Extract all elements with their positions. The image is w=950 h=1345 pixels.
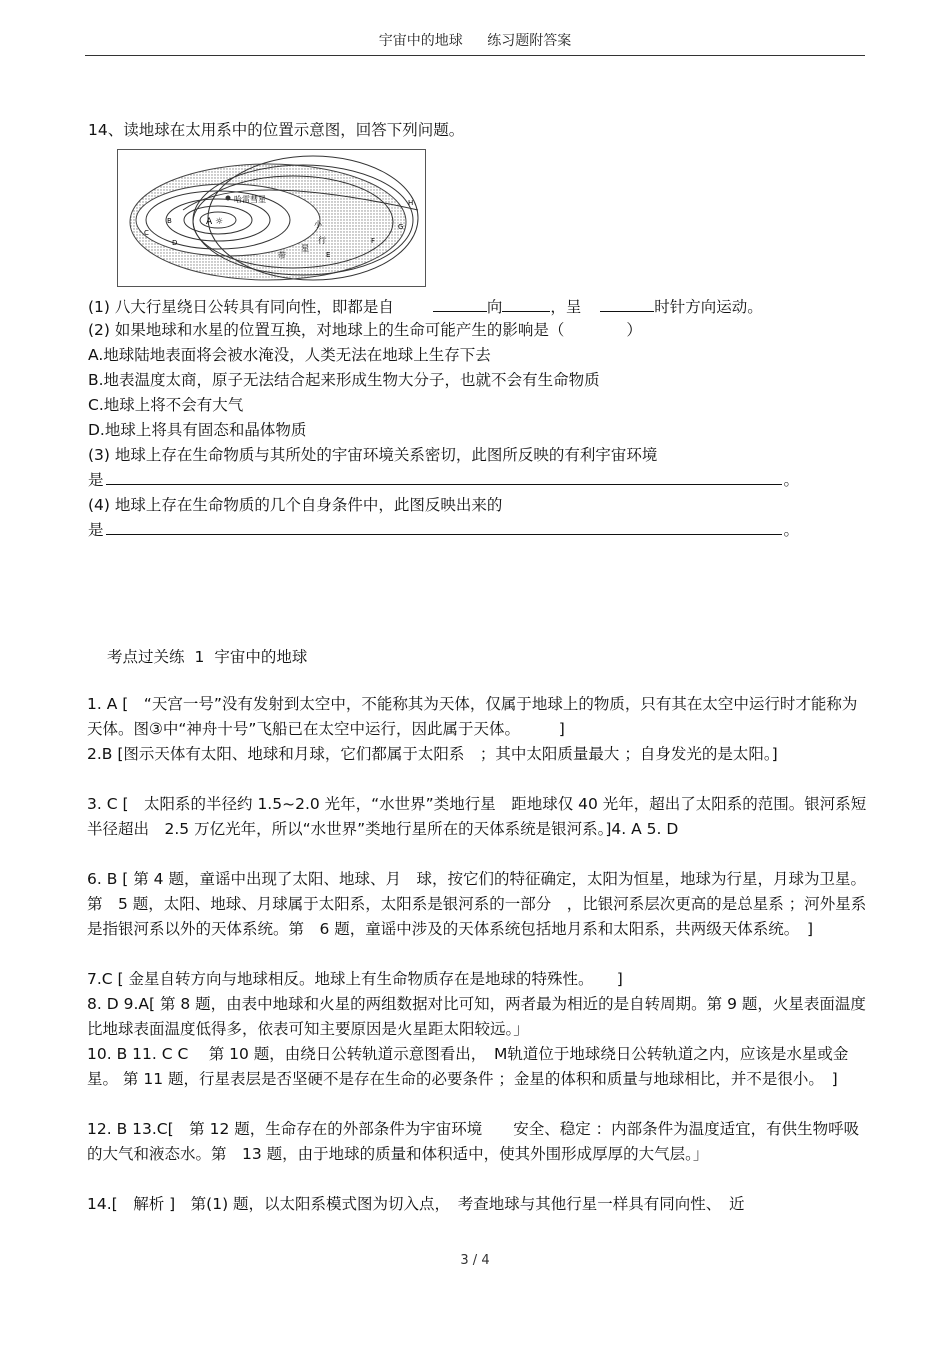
blank-2 [502,295,550,312]
answer-2: 2.B [图示天体有太阳、地球和月球，它们都属于太阳系 ；其中太阳质量最大 ；自身发光的是太阳。] [87,745,778,763]
header-subtitle: 练习题附答案 [487,33,572,49]
answer-6: 6. B [ 第 4 题，童谣中出现了太阳、地球、月 球，按它们的特征确定，太阳为恒星，地球为行星，月球为卫星。第 5 题，太阳、地球、月球属于太阳系，太阳系是银河系的一部分 ，比银河系层次更高的是总星系 ；河外星系是指银河系以外的天体系统。第 6 题，童谣中涉及的天体系统包括地月系和太阳系，共两级天体系统。 ] [87,870,867,938]
planet-h: H [408,199,414,207]
planet-d: D [172,239,178,247]
answer-3: 3. C [ 太阳系的半径约 1.5~2.0 光年，“水世界”类地行星 距地球仅 40 光年，超出了太阳系的范围。银河系短半径超出 2.5 万亿光年，所以“水世界”类地行星所在的天体系统是银河系。]4. A 5. D [87,795,867,838]
planet-b: B [167,217,172,225]
sub-question-2: (2) 如果地球和水星的位置互换，对地球上的生命可能产生的影响是（ ） [88,321,642,339]
sub-question-3-answer-line: 是 。 [88,471,800,489]
comet-label: 哈雷彗星 [234,195,266,204]
question-title: 14、读地球在太用系中的位置示意图，回答下列问题。 [88,121,465,139]
sub-question-4-answer-line: 是 。 [88,521,800,539]
planet-f: F [371,237,376,245]
answer-1: 1. A [ “天宫一号”没有发射到太空中，不能称其为天体，仅属于地球上的物质，只有其在太空中运行时才能称为天体。图③中“神舟十号”飞船已在太空中运行，因此属于天体。 ] [87,695,858,738]
blank-1 [433,295,487,312]
option-b: B.地表温度太商，原子无法结合起来形成生物大分子，也就不会有生命物质 [88,371,600,389]
answer-10-11: 10. B 11. C C 第 10 题，由绕日公转轨道示意图看出， M轨道位于地球绕日公转轨道之内，应该是水星或金星。 第 11 题，行星表层是否坚硬不是存在生命的必要条件 ；金星的体积和质量与地球相比，并不是很小。 ] [87,1045,849,1088]
option-a: A.地球陆地表面将会被水淹没，人类无法在地球上生存下去 [88,346,491,364]
answer-14: 14.[ 解析 ] 第(1) 题，以太阳系模式图为切入点， 考查地球与其他行星一样具有同向性、 近 [87,1195,745,1213]
blank-3 [600,295,654,312]
sub-question-3: (3) 地球上存在生命物质与其所处的宇宙环境关系密切，此图所反映的有利宇宙环境 [88,446,658,464]
planet-e: E [326,251,331,259]
sub-question-4: (4) 地球上存在生命物质的几个自身条件中，此图反映出来的 [88,496,503,514]
solar-system-diagram [118,150,425,286]
belt-label-1: 小 [314,220,322,229]
asteroid-belt-inner [136,184,320,256]
comet [226,196,231,201]
answer-blank-4 [106,520,782,535]
header-title: 宇宙中的地球 [378,33,463,49]
planet-g: G [398,223,404,231]
page-number: 3 / 4 [460,1253,490,1268]
page-header [85,30,865,50]
header-rule [85,55,865,56]
option-c: C.地球上将不会有大气 [88,396,244,414]
section-title: 考点过关练 1 宇宙中的地球 [107,648,308,666]
sub-question-1: (1) 八大行星绕日公转具有同向性，即都是自 向 ，呈 时针方向运动。 [88,295,763,317]
belt-label-2: 行 [318,236,326,245]
planet-c: C [144,229,149,237]
solar-system-figure [117,149,426,287]
option-d: D.地球上将具有固态和晶体物质 [88,421,307,439]
belt-label-4: 带 [278,251,286,260]
answer-8-9: 8. D 9.A[ 第 8 题，由表中地球和火星的两组数据对比可知，两者最为相近的是自转周期。第 9 题，火星表面温度比地球表面温度低得多，依表可知主要原因是火星距太阳较远。」 [87,995,866,1038]
answer-blank-3 [106,470,782,485]
belt-label-3: 星 [301,244,309,253]
sun-label: A ☼ [206,217,224,227]
answer-12-13: 12. B 13.C[ 第 12 题，生命存在的外部条件为宇宙环境 安全、稳定 ：内部条件为温度适宜，有供生物呼吸的大气和液态水。第 13 题，由于地球的质量和体积适中，使其外围形成厚厚的大气层。」 [87,1120,860,1163]
answer-7: 7.C [ 金星自转方向与地球相反。地球上有生命物质存在是地球的特殊性。 ] [87,970,623,988]
